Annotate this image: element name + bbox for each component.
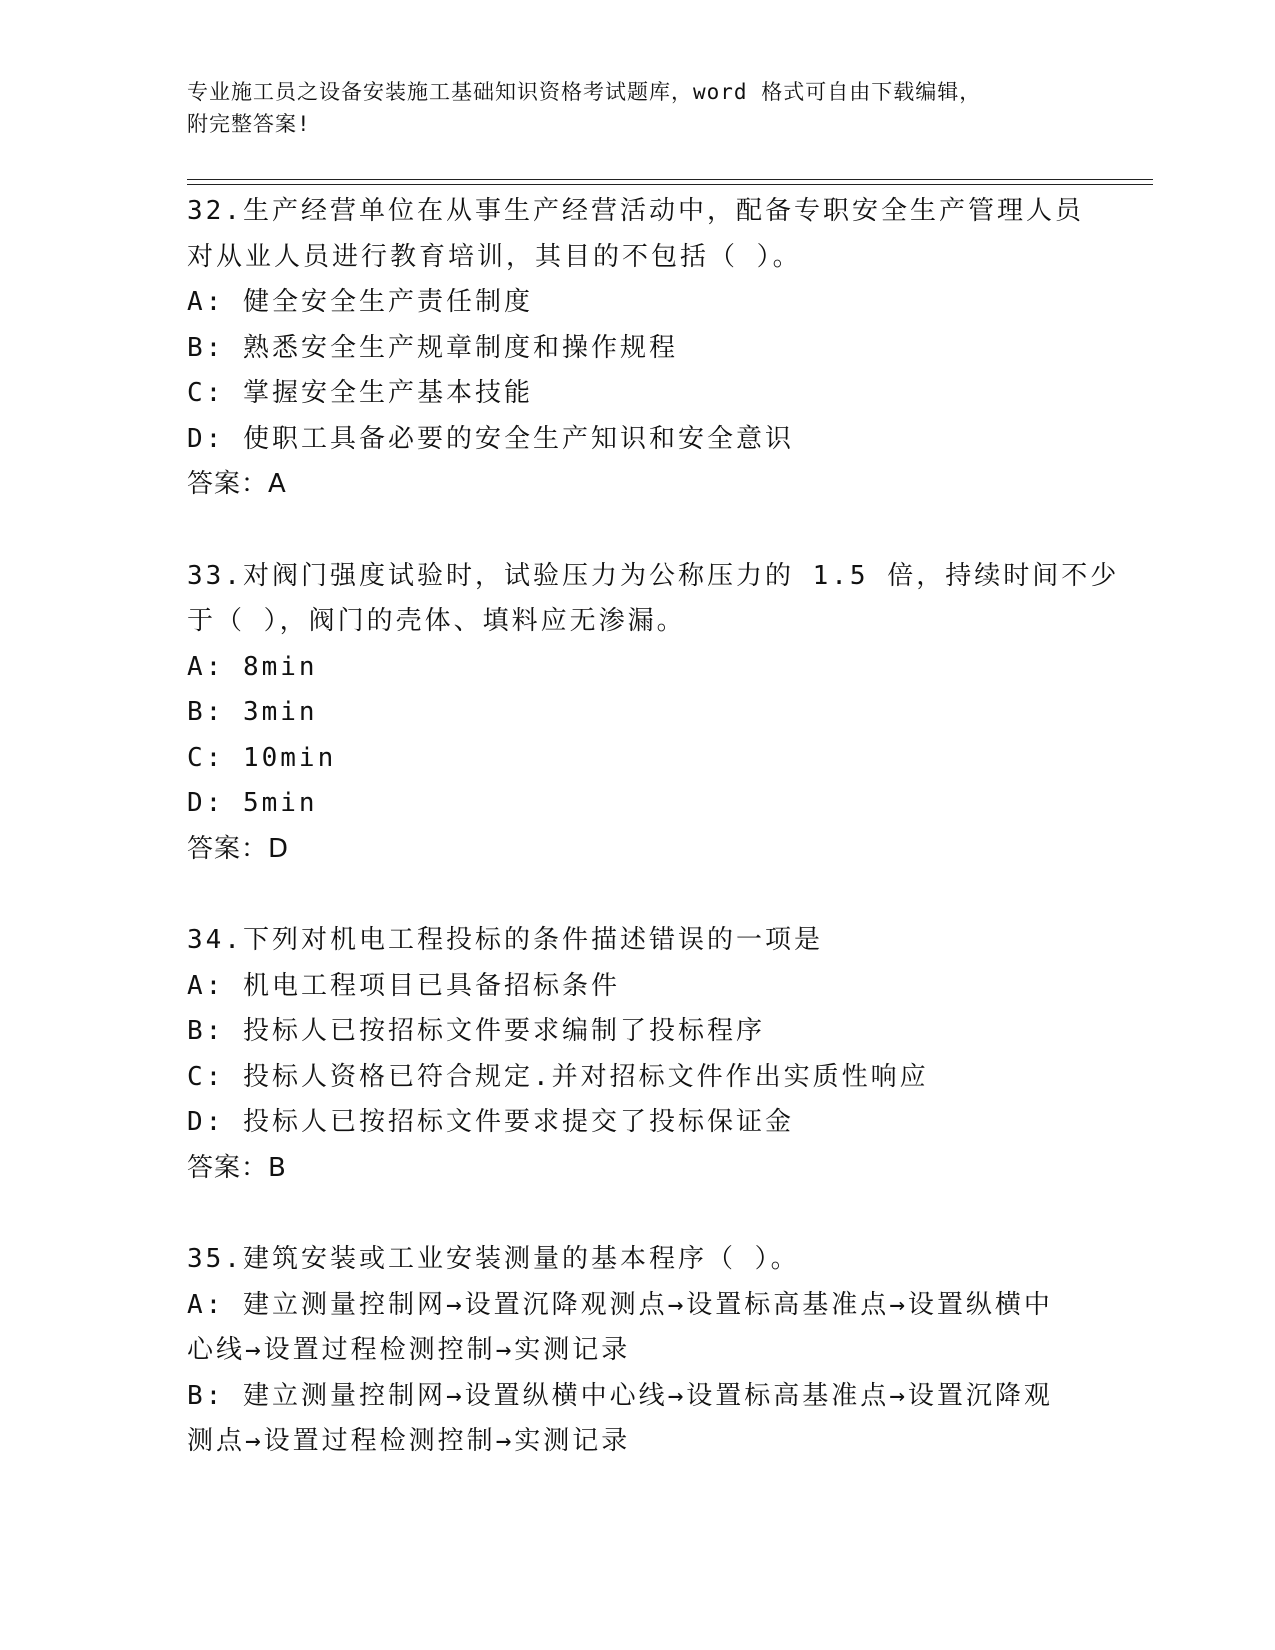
- option-line: B: 3min: [187, 697, 318, 727]
- option-line: A: 建立测量控制网→设置沉降观测点→设置标高基准点→设置纵横中: [187, 1289, 1053, 1320]
- option-line: 心线→设置过程检测控制→实测记录: [187, 1335, 631, 1365]
- answer-line: 答案：A: [187, 469, 287, 499]
- answer-line: 答案：B: [187, 1152, 287, 1183]
- header-divider-bottom: [187, 184, 1153, 185]
- option-line: B: 熟悉安全生产规章制度和操作规程: [187, 332, 678, 363]
- document-header: [187, 76, 1087, 140]
- option-line: A: 健全安全生产责任制度: [187, 287, 533, 317]
- option-line: B: 建立测量控制网→设置纵横中心线→设置标高基准点→设置沉降观: [187, 1380, 1053, 1411]
- option-line: A: 8min: [187, 651, 318, 682]
- question-list: [187, 189, 1120, 1465]
- option-line: 测点→设置过程检测控制→实测记录: [187, 1426, 631, 1456]
- question-stem-line: 34.下列对机电工程投标的条件描述错误的一项是: [187, 925, 823, 955]
- option-line: D: 投标人已按招标文件要求提交了投标保证金: [187, 1107, 794, 1137]
- option-line: D: 使职工具备必要的安全生产知识和安全意识: [187, 423, 794, 454]
- option-line: C: 10min: [187, 742, 337, 773]
- option-line: D: 5min: [187, 788, 318, 818]
- option-line: A: 机电工程项目已具备招标条件: [187, 970, 620, 1001]
- question-stem-line: 32.生产经营单位在从事生产经营活动中，配备专职安全生产管理人员: [187, 196, 1084, 226]
- question-block: [187, 554, 1120, 873]
- question-stem-line: 33.对阀门强度试验时，试验压力为公称压力的 1.5 倍，持续时间不少: [187, 560, 1120, 591]
- header-line-2: 附完整答案!: [187, 112, 311, 136]
- header-divider-top: [187, 179, 1153, 180]
- question-block: [187, 918, 1087, 1191]
- question-stem-line: 35.建筑安装或工业安装测量的基本程序（ ）。: [187, 1244, 800, 1274]
- answer-line: 答案：D: [187, 833, 290, 864]
- option-line: C: 投标人资格已符合规定.并对招标文件作出实质性响应: [187, 1061, 929, 1092]
- option-line: C: 掌握安全生产基本技能: [187, 378, 533, 408]
- header-line-1: 专业施工员之设备安装施工基础知识资格考试题库，word 格式可自由下载编辑，: [187, 80, 982, 104]
- question-stem-line: 对从业人员进行教育培训，其目的不包括（ ）。: [187, 241, 802, 272]
- question-block: [187, 189, 1087, 508]
- question-block: [187, 1237, 1087, 1465]
- option-line: B: 投标人已按招标文件要求编制了投标程序: [187, 1016, 765, 1046]
- question-stem-line: 于（ ），阀门的壳体、填料应无渗漏。: [187, 606, 686, 636]
